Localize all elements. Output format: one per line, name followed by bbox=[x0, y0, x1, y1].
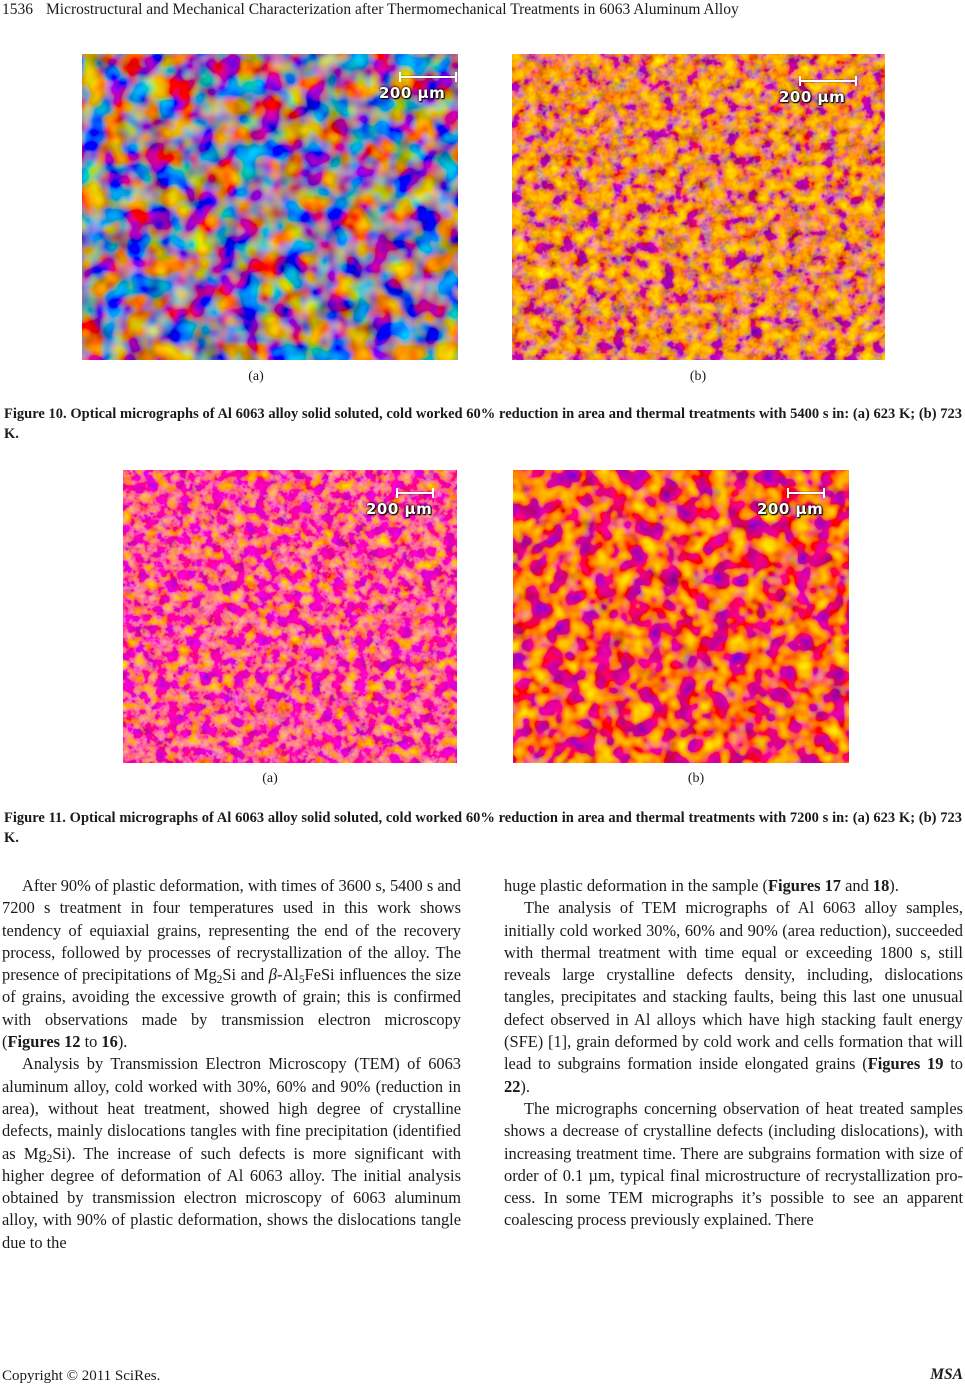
journal-abbreviation: MSA bbox=[930, 1366, 963, 1383]
figure-11a-label: (a) bbox=[262, 771, 278, 786]
paragraph: The analysis of TEM micrographs of Al 6063 alloy samples, initially cold worked 30%, 60% and 90% (area reduction), succeeded with thermal treatment with time equal or exceeding 1800 s, still reveals large crystalline defects density, including, dislocations tangles, precipitates and stacking faults, being this last one unusual defect observed in Al alloys which have high stacking fault energy (SFE) [1], grain deformed by cold work and cells formation that will lead to subgrains formation inside elongated grains (Figures 19 to 22). bbox=[504, 898, 963, 1096]
figure-10-caption: Figure 10. Optical micrographs of Al 6063 alloy solid soluted, cold worked 60% reduction in area and thermal treatments with 5400 s in: (a) 623 K; (b) 723 K. bbox=[4, 406, 963, 442]
figure-11a-micrograph: 200 µm bbox=[123, 470, 457, 763]
figure-11b-micrograph: 200 µm bbox=[513, 470, 849, 763]
paragraph: Analysis by Transmission Electron Microscopy (TEM) of 6063 aluminum alloy, cold worked with 30%, 60% and 90% (reduction in area), without heat treatment, showed high degree of crystalline defects, mainly dislocations tangles with fine precipitation (identified as $Mg_2Si$). The increase of such defects is more significant with higher degree of deformation of Al 6063 alloy. The initial analysis obtained by transmission electron microscopy of 6063 aluminum alloy, with 90% of plastic deformation, shows the dislocations tangle due to the bbox=[2, 1054, 461, 1252]
page-number: 1536 bbox=[2, 1, 33, 18]
figure-10b-micrograph: 200 µm bbox=[512, 54, 885, 360]
running-header bbox=[2, 0, 739, 20]
figure-10a-label: (a) bbox=[248, 369, 264, 384]
body-left-column bbox=[2, 875, 461, 1254]
figure-11b-label: (b) bbox=[687, 771, 705, 786]
figure-10a-micrograph: 200 µm bbox=[82, 54, 458, 360]
paragraph: The micrographs concerning observation of heat treated samples shows a decrease of crystalline defects (including dislocations), with increasing treatment time. There are subgrains formation with size of order of 0.1 µm, typical final microstructure of recrystallization process. In some TEM micrographs it’s possible to see an apparent coalescing process previously explained. There bbox=[504, 1098, 963, 1230]
paragraph: After 90% of plastic deformation, with times of 3600 s, 5400 s and 7200 s treatment in four temperatures used in this work shows tendency of equiaxial grains, representing the end of the recovery process, followed by processes of recrystallization of the alloy. The presence of precipitations of $Mg_2Si$ and $\beta-Al_5FeSi$ influences the size of grains, avoiding the excessive growth of grain; this is confirmed with observations made by transmission electron microscopy (Figures 12 to 16). bbox=[2, 876, 462, 1052]
body-right-column bbox=[504, 875, 963, 1232]
running-title: Microstructural and Mechanical Characterization after Thermomechanical Treatments in 6063 Aluminum Alloy bbox=[46, 1, 739, 18]
figure-10b-label: (b) bbox=[689, 369, 707, 384]
figure-11-caption: Figure 11. Optical micrographs of Al 6063 alloy solid soluted, cold worked 60% reduction in area and thermal treatments with 7200 s in: (a) 623 K; (b) 723 K. bbox=[4, 810, 963, 846]
paragraph: huge plastic deformation in the sample (Figures 17 and 18). bbox=[504, 876, 899, 895]
copyright-notice: Copyright © 2011 SciRes. bbox=[2, 1368, 161, 1384]
